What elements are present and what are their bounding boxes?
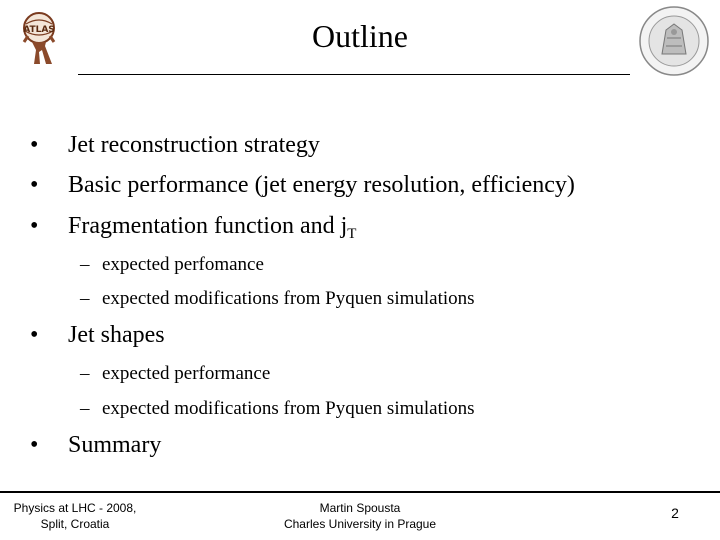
sub-bullet-text: expected modifications from Pyquen simulations <box>102 288 475 309</box>
sub-bullet-text: expected performance <box>102 363 271 384</box>
bullet-marker: • <box>30 172 39 198</box>
bullet-text: Jet reconstruction strategy <box>68 132 320 158</box>
dash-marker: – <box>80 398 90 419</box>
bullet-subscript: T <box>347 226 357 242</box>
bullet-marker: • <box>30 132 39 158</box>
slide-title: Outline <box>312 18 408 54</box>
page-number: 2 <box>671 505 679 521</box>
title-divider <box>78 74 630 75</box>
bullet-text: Summary <box>68 432 162 458</box>
footer-author-name: Martin Spousta <box>319 501 401 515</box>
svg-text:ATLAS: ATLAS <box>23 25 55 35</box>
bullet-text: Basic performance (jet energy resolution, efficiency) <box>68 172 575 198</box>
sub-bullet-item <box>80 288 475 310</box>
sub-bullet-item <box>80 363 270 385</box>
sub-bullet-text: expected perfomance <box>102 254 264 275</box>
bullet-marker: • <box>30 432 39 458</box>
bullet-item <box>30 432 161 459</box>
bullet-marker: • <box>30 213 39 239</box>
dash-marker: – <box>80 254 90 275</box>
sub-bullet-item <box>80 398 475 420</box>
bullet-text: Fragmentation function and j <box>68 213 348 239</box>
sub-bullet-item <box>80 254 264 276</box>
footer-author <box>260 500 460 532</box>
footer-conference-name: Physics at LHC - 2008, <box>13 501 137 515</box>
dash-marker: – <box>80 288 90 309</box>
bullet-item <box>30 132 320 159</box>
footer-conference <box>0 500 150 532</box>
bullet-item <box>30 322 165 349</box>
bullet-item <box>30 172 575 199</box>
footer-author-affiliation: Charles University in Prague <box>283 517 437 531</box>
footer-divider <box>0 491 720 493</box>
footer-conference-location: Split, Croatia <box>40 517 110 531</box>
bullet-item <box>30 213 356 243</box>
dash-marker: – <box>80 363 90 384</box>
sub-bullet-text: expected modifications from Pyquen simulations <box>102 398 475 419</box>
bullet-text: Jet shapes <box>68 322 165 348</box>
bullet-marker: • <box>30 322 39 348</box>
